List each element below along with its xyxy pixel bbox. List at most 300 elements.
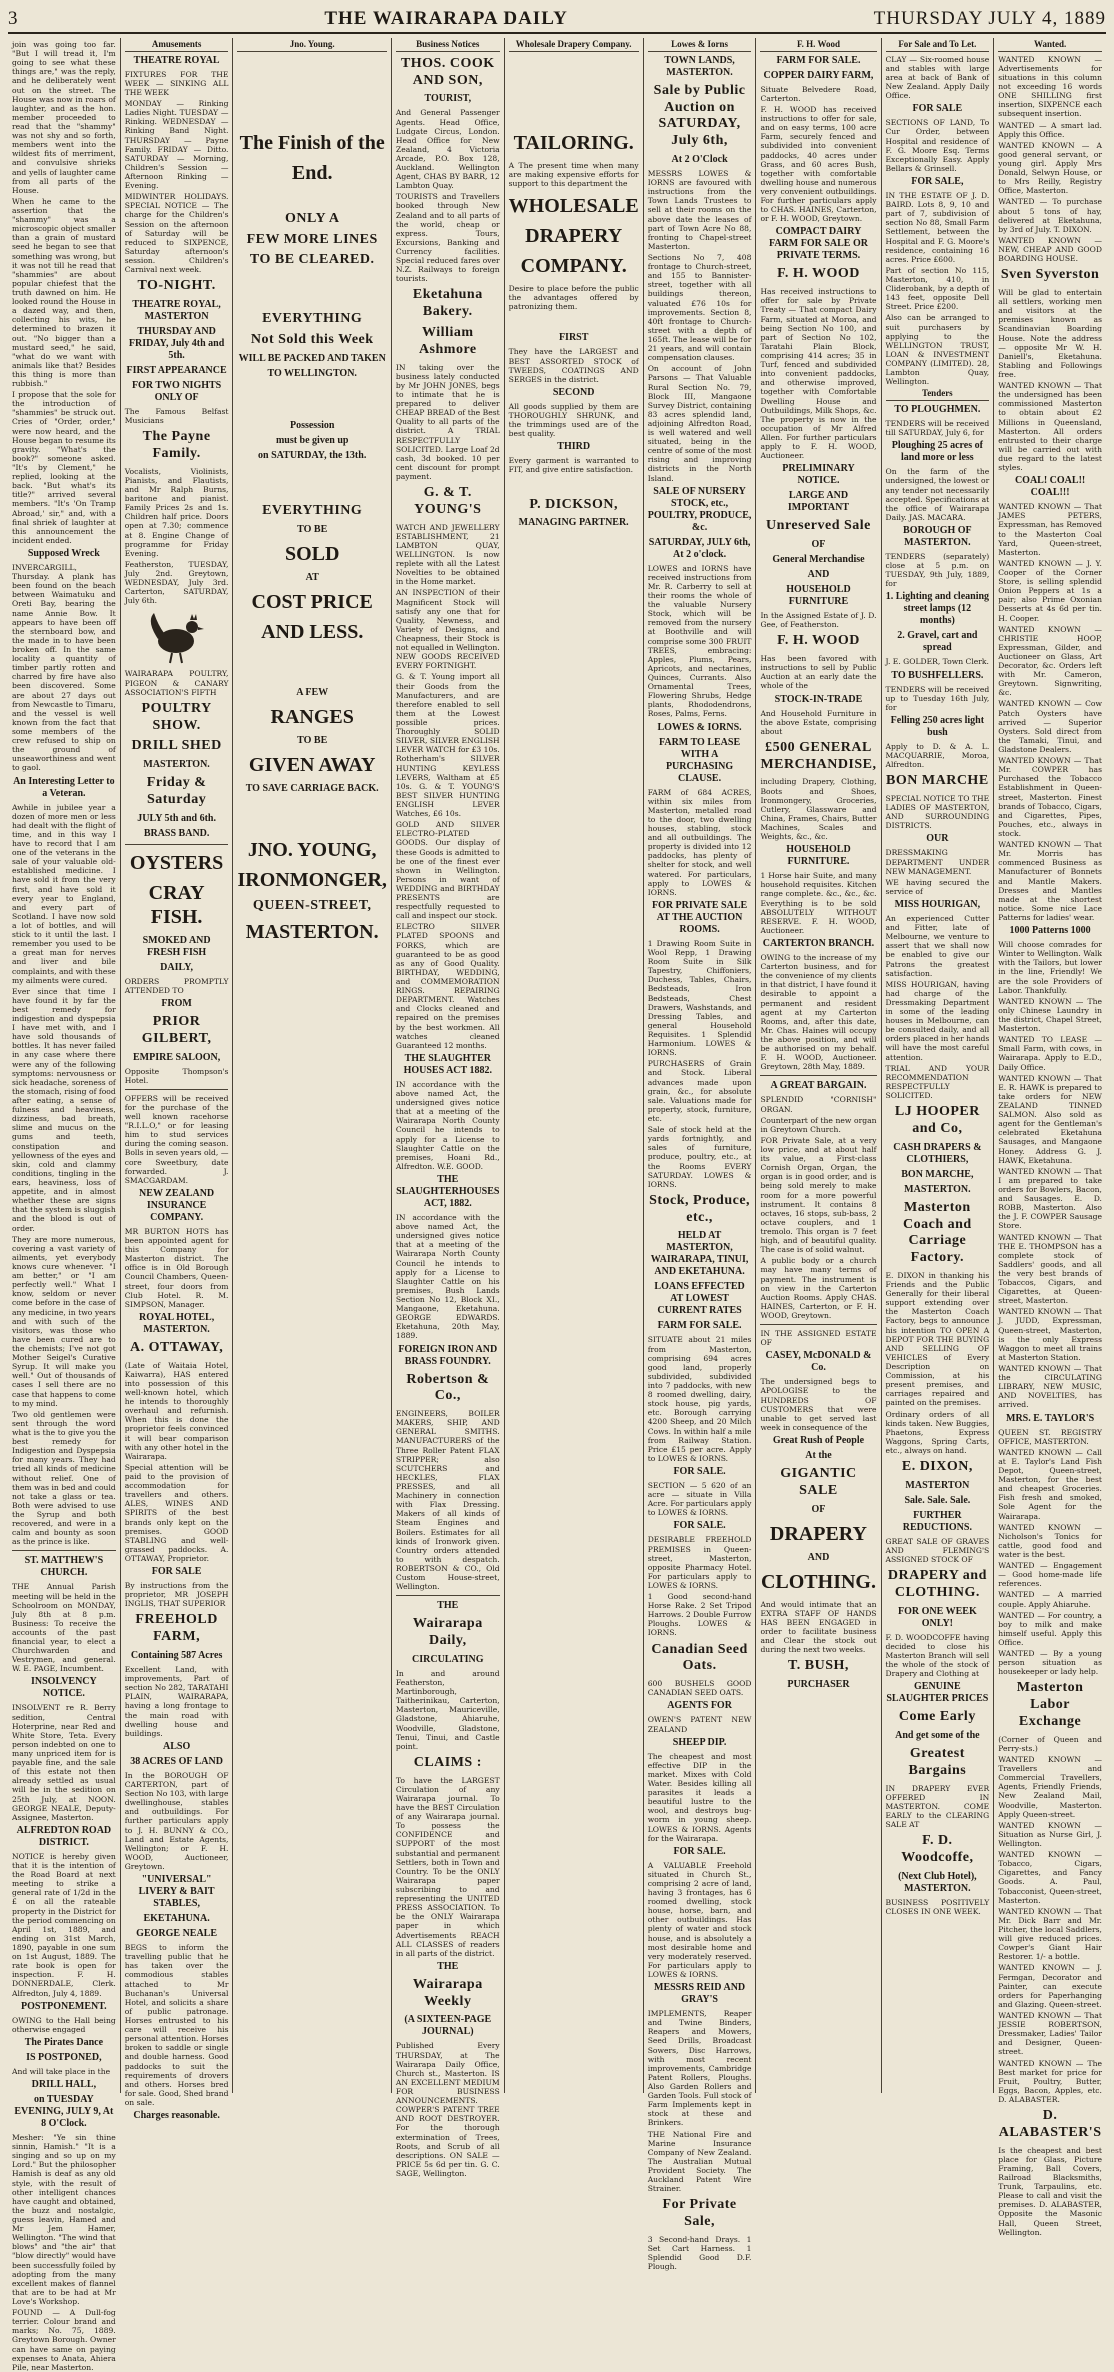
spacer xyxy=(509,313,639,329)
advert-heading: HOUSEHOLD FURNITURE xyxy=(786,584,851,608)
advert-heading: THE xyxy=(437,1960,459,1972)
advert-heading: Wairarapa Weekly xyxy=(412,1976,483,2009)
advert-heading: COMPANY. xyxy=(520,255,627,278)
advert-heading: F. H. WOOD xyxy=(777,633,860,649)
columns-container xyxy=(8,38,1106,2372)
advert-heading: GIGANTIC SALE xyxy=(780,1465,857,1498)
advert-heading: DRILL HALL, xyxy=(31,2078,97,2090)
advert-heading: At 2 O'Clock xyxy=(671,153,728,165)
masthead-bar xyxy=(8,6,1106,34)
advert-heading: DRAPERY and CLOTHING. xyxy=(887,1568,987,1601)
column-1 xyxy=(8,38,121,2372)
column-4 xyxy=(392,38,505,2178)
article-paragraph: OFFERS will be received for the purchase of the well known racehorse "R.I.L.O," or for leasing him to stud services during the coming season. Bolls in seven years old, — core Sweetbury, date forwarded. J. SMACGARDAM. xyxy=(124,1093,229,1185)
advert-heading: DAILY, xyxy=(160,961,194,973)
article-paragraph: WANTED — Engagement — Good home-made life references. xyxy=(998,1561,1102,1589)
advert-heading: MASTERTON. xyxy=(904,1183,971,1195)
article-paragraph: BUSINESS POSITIVELY CLOSES IN ONE WEEK. xyxy=(885,1897,990,1917)
advert-heading: LOANS EFFECTED AT LOWEST CURRENT RATES xyxy=(654,1281,745,1317)
advert-heading: on TUESDAY EVENING, JULY 9, At 8 O'Clock. xyxy=(14,2093,114,2129)
advert-heading: DRAPERY xyxy=(769,1522,867,1545)
advert-heading: TO BE xyxy=(297,523,328,535)
article-paragraph: WANTED KNOWN — Tobacco, Cigars, Cigarettes, and Fancy Goods. A. Paul, Tobacconist, Queen-street, Masterton. xyxy=(998,1850,1102,1905)
article-paragraph: WANTED — A smart lad. Apply this Office. xyxy=(998,120,1102,139)
article-paragraph: IMPLEMENTS, Reaper and Twine Binders, Reapers and Mowers, Seed Drills, Broadcast Sowers, Disc Harrows, with most recent improvements, Cambridge Patent Rollers, Ploughs. Also Garden Rollers and Garden Tools. Full stock of Farm Implements kept in stock at these and Brinkers. xyxy=(647,2009,752,2128)
advert-heading: FREEHOLD FARM, xyxy=(135,1612,218,1645)
advert-heading: Robertson & Co., xyxy=(406,1371,490,1404)
article-paragraph: Has been favored with instructions to sell by Public Auction at an early date the whole of the xyxy=(760,654,877,691)
article-paragraph: WANTED — A married couple. Apply Ahiaruhe. xyxy=(998,1590,1102,1609)
article-paragraph: FOUND — A Dull-fog terrier. Colour brand and marks; No. 75, 1889. Greytown Borough. Owner can have same on paying expenses to Anata, Ahiera Pile, near Masterton. xyxy=(12,2308,116,2372)
article-paragraph: SITUATE about 21 miles from Masterton, comprising 694 acres good land, properly subdivided, subdivided into 7 paddocks, with new 8 roomed dwelling, dairy, stock house, pig yards, etc. Borough carrying 4200 Sheep, and 20 Milch Cows. In within half a mile from Railway Station. Price £15 per acre. Apply to LOWES & IORNS. xyxy=(647,1335,752,1463)
article-paragraph: To have the LARGEST Circulation of any Wairarapa journal. To have the BEST Circulation of any Wairarapa journal. To possess the CONFIDENCE and SUPPORT of the most substantial and permanent Settlers, both in Town and Country. To be the ONLY Wairarapa paper subscribing to and representing the UNITED PRESS ASSOCIATION. To be the ONLY Wairarapa paper in which Advertisements REACH ALL CLASSES of readers in all parts of the district. xyxy=(395,1775,500,1958)
article-paragraph: Mesher: "Ye sin thine sinnin, Hamish." "It is a singing and so up on my Lord." But the philosopher Hamish is deaf as any old style, with the result of other intelligent chances have caught and obtained, the buzz and nostalgic, guess leavin, Hamed and Mr Jem Hamer, Wellington. "The wind that blows" and "the air" that "blow directly" would have been successfully foiled by adopting from the many excellent makes of flannel that are to be had at Mr Love's Workshop. xyxy=(12,2132,116,2306)
advert-heading: The Finish of the xyxy=(239,131,385,154)
advert-heading: THE SLAUGHTER HOUSES ACT 1882. xyxy=(403,1052,493,1076)
article-paragraph: A The present time when many are making expensive efforts for support to this department the xyxy=(508,160,639,189)
advert-heading: EVERYTHING xyxy=(262,502,363,518)
advert-heading: Eketahuna Bakery. xyxy=(412,287,483,320)
article-paragraph: WANTED KNOWN — That I am prepared to take orders for Bowlers, Bacon, and Sausages. E. D. ROBB, Masterton. Also the J. F. COWPER Sausage Store. xyxy=(998,1166,1102,1231)
advert-heading: OF xyxy=(811,1503,826,1515)
article-paragraph: WANTED — For country, a boy to milk and make himself useful. Apply this Office. xyxy=(998,1610,1102,1647)
advert-heading: CARTERTON BRANCH. xyxy=(762,938,875,950)
article-paragraph: THE Annual Parish meeting will be held in the Schoolroom on MONDAY, July 8th at 8 p.m. Business: To receive the accounts of the past financial year, to elect a Churchwarden and Vestrymen, and general. W. E. PAGE, Incumbent. xyxy=(12,1582,116,1674)
article-paragraph: And would intimate that an EXTRA STAFF OF HANDS HAS BEEN ENGAGED in order to facilitate business and Clear the stock out during the next two weeks. xyxy=(760,1599,877,1655)
article-paragraph: In the Assigned Estate of J. D. Gee, of Featherston. xyxy=(760,611,877,630)
article-paragraph: INSOLVENT re R. Berry sedition, Central Hoterprine, near Red and White Store, Teta. Every person indebted on one to many unpriced item for is payable fine, and the sale of this estate not then already settled as usual will be in the sedition on 25th July, at NOON. GEORGE NEALE, Deputy-Assignee, Masterton. xyxy=(12,1703,116,1822)
advert-heading: William Ashmore xyxy=(418,325,477,357)
advert-heading: "UNIVERSAL" LIVERY & BAIT STABLES, xyxy=(138,1874,215,1910)
article-paragraph: The Famous Belfast Musicians xyxy=(124,407,229,426)
article-paragraph: When he came to the assertion that the "shammy" was a microscopic object smaller than a grain of mustard seed he began to see that something was wrong, but it was not till he read that "shammies" are about popular chiefest that the truth dawned on him. He looked round the House in a dazed way, and then, collecting his wits, he determined to brazen it out. "No bigger than a mustard seed," he said, "what do we want with animals like that? Besides this thing is more than rubbish." xyxy=(12,196,116,389)
advert-heading: FOREIGN IRON AND BRASS FOUNDRY. xyxy=(398,1343,498,1367)
advert-heading: OUR xyxy=(926,833,949,845)
article-paragraph: Every garment is warranted to FIT, and give entire satisfaction. xyxy=(508,456,639,475)
article-paragraph: Will choose comrades for Winter to Wellington. Walk with the Tailors, but lower in the line, Friendly! We are the sole Providers of Labor. Thankfully. xyxy=(998,940,1102,995)
advert-heading: The Pirates Dance xyxy=(24,2036,104,2048)
advert-heading: Not Sold this Week xyxy=(250,331,374,347)
advert-heading: Masterton Labor Exchange xyxy=(1016,1680,1084,1730)
advert-heading: CASEY, McDONALD & Co. xyxy=(765,1350,872,1374)
article-paragraph: TRIAL AND YOUR RECOMMENDATION RESPECTFULLY SOLICITED. xyxy=(885,1063,990,1101)
column-5 xyxy=(505,38,644,2093)
article-paragraph: A public body or a church may have many terms of payment. The instrument is on view in the Carterton Auction Rooms. Apply CHAS. HAINES, Carterton, or F. H. WOOD, Greytown. xyxy=(760,1256,877,1320)
advert-heading: BON MARCHE xyxy=(886,773,989,789)
column-7 xyxy=(756,38,881,2093)
article-paragraph: IN accordance with the above named Act, the undersigned gives notice that at a meeting of the Wairarapa North County Council he intends to apply for a License to Slaughter Cattle on his premises, Bush Lands Section No 12, Block XI., Mangaone, Eketahuna. GEORGE EDWARDS. Eketahuna, 20th May, 1889. xyxy=(395,1213,500,1341)
article-paragraph: ELECTRO SILVER PLATED SPOONS and FORKS, which are guaranteed to be as good as any of Good Quality. BIRTHDAY, WEDDING, and COMMEMORATION RINGS. REPAIRING DEPARTMENT. Watches and Clocks cleaned and repaired on the premises by the best workmen. All watches cleaned Guaranteed 12 months. xyxy=(395,922,500,1050)
advert-heading: F. D. Woodcoffe, xyxy=(901,1833,974,1866)
article-paragraph: TENDERS will be received up to Tuesday 16th July, for xyxy=(885,684,990,712)
advert-heading: AND xyxy=(807,569,830,581)
article-paragraph: FARM of 684 ACRES, within six miles from Masterton, metalled road to the door, two dwelling houses, stabling, stock and all outbuildings. The property is divided into 12 paddocks, has plenty of shelter for stock, and well watered. For particulars, apply to LOWES & IORNS. xyxy=(647,787,752,897)
article-paragraph: WANTED KNOWN — That Mr. COWPER has Purchased the Tobacco Establishment in Queen-street, Masterton. Finest brands of Tobacco, Cigars, and Cigarettes, Pipes, Pouches, etc., always in stock. xyxy=(998,756,1102,839)
advert-heading: AND xyxy=(807,1551,830,1563)
article-paragraph: WANTED KNOWN — Cow Patch Oysters have arrived — Superior Oysters. Sold direct from the Tamaki, Tinui, and Gladstone Dealers. xyxy=(998,699,1102,755)
issue-date: THURSDAY JULY 4, 1889 xyxy=(873,8,1106,29)
advert-heading: Canadian Seed Oats. xyxy=(651,1641,748,1674)
advert-heading: Possession xyxy=(289,419,335,431)
advert-heading: P. DICKSON, xyxy=(529,496,618,512)
column-divider-rule xyxy=(760,1075,876,1076)
advert-heading: ROYAL HOTEL, MASTERTON. xyxy=(138,1311,215,1335)
article-paragraph: WANTED KNOWN — That JESSIE ROBERTSON, Dressmaker, Ladies' Tailor and Designer, Queen-street. xyxy=(998,2010,1102,2057)
advert-heading: TO WELLINGTON. xyxy=(267,367,357,379)
advert-heading: FOR PRIVATE SALE AT THE AUCTION ROOMS. xyxy=(651,899,748,935)
article-paragraph: J. E. GOLDER, Town Clerk. xyxy=(885,657,989,667)
advert-heading: GIVEN AWAY xyxy=(248,753,376,776)
article-paragraph: Desire to place before the public the advantages offered by patronizing them. xyxy=(508,284,639,312)
advert-heading: TO SAVE CARRIAGE BACK. xyxy=(245,782,379,794)
article-paragraph: Ordinary orders of all kinds taken. New Buggies, Phaetons, Express Waggons, Spring Carts, etc., always on hand. xyxy=(885,1409,990,1455)
article-paragraph: SECTION — 5 620 of an acre — situate in Villa Acre. For particulars apply to LOWES & IORNS. xyxy=(647,1480,752,1518)
article-paragraph: Has received instructions to offer for sale by Private Treaty — That compact Dairy Farm, situated at Moroa, and being Section No 100, and part of Section No 102, Taratahi Plain Block, comprising 414 acres; 35 in Turf, fenced and subdivided into convenient paddocks, and otherwise improved, together with Comfortable Dwelling House and Outbuildings, Milk Shops, &c. The property is now in the occupation of Mr Alfred Allen. For further particulars apply to F. H. WOOD, Auctioneer. xyxy=(760,287,877,461)
article-paragraph: OWEN'S PATENT NEW ZEALAND xyxy=(647,1715,752,1734)
article-paragraph: Excellent Land, with improvements, Part of section No 282, TARATAHI PLAIN, WAIRARAPA, having a long frontage to the main road with dwelling house and buildings. xyxy=(124,1665,229,1738)
advert-heading: FOR SALE xyxy=(912,103,963,115)
advert-heading: ALFREDTON ROAD DISTRICT. xyxy=(16,1824,112,1848)
advert-heading: FROM xyxy=(161,997,192,1009)
article-paragraph: WANTED KNOWN — That THE E. THOMPSON has a complete stock of Saddlers' goods, and all the very best brands of Tobaccos, Cigars, and Cigarettes, at Queen-street, Masterton. xyxy=(998,1232,1102,1306)
article-paragraph: WANTED KNOWN — Advertisements for situations in this column not exceeding 16 words ONE SHILLING first insertion, SIXPENCE each subsequent insertion. xyxy=(998,54,1102,119)
advert-heading: WILL BE PACKED AND TAKEN xyxy=(238,352,386,364)
advert-heading: EVERYTHING xyxy=(262,311,363,327)
article-paragraph: DRESSMAKING DEPARTMENT UNDER NEW MANAGEMENT. xyxy=(885,848,990,876)
advert-heading: For Private Sale, xyxy=(662,2197,737,2230)
column-heading: Business Notices xyxy=(396,39,500,52)
advert-heading: BON MARCHE, xyxy=(901,1168,974,1180)
page-number: 3 xyxy=(8,8,19,29)
article-paragraph: (Late of Waitaia Hotel, Kaiwarra), HAS entered into possession of this well-known hotel, which he intends to thoroughly overhaul and refurnish. When this is done the proprietor feels convinced it will bear comparison with any other hotel in the Wairarapa. xyxy=(124,1360,229,1461)
advert-heading: TO PLOUGHMEN. xyxy=(894,404,981,416)
article-paragraph: A VALUABLE Freehold situated in Church St., comprising 2 acre of land, having 3 frontages, has 6 roomed dwelling, stock house, horse, barn, and other outbuildings. Has plenty of water and stock house, and is absolutely a most desirable home and very moderately reserved. For particulars apply to LOWES & IORNS. xyxy=(647,1860,752,1980)
advert-heading: FURTHER REDUCTIONS. xyxy=(902,1509,972,1533)
advert-heading: FARM FOR SALE. xyxy=(776,54,861,66)
column-6 xyxy=(644,38,757,2272)
spacer xyxy=(237,55,386,125)
advert-heading: A GREAT BARGAIN. xyxy=(770,1080,867,1092)
article-paragraph: Sections No 7, 408 frontage to Church-street, and 155 to Bannister-street, together with all buildings thereon, valuated £76 10s for improvements. Section 8, 40ft frontage to Church-street with a depth of 165ft. The lease will be for 21 years, and will contain compensation clauses. xyxy=(647,252,752,363)
article-paragraph: WANTED KNOWN — That J. JUDD, Expressman, Queen-street, Masterton, is the only Express Waggon to meet all trains at Masterton Station. xyxy=(998,1307,1102,1362)
advert-heading: SALE OF NURSERY STOCK, etc., POULTRY, PRODUCE, &c. xyxy=(647,485,752,533)
advert-heading: Greatest Bargains xyxy=(908,1746,967,1778)
advert-heading: FIRST APPEARANCE xyxy=(126,365,227,376)
article-paragraph: WANTED KNOWN — Call at E. Taylor's Land Fish Depot, Queen-street, Masterton, for the best and cheapest Groceries. Fish fresh and smoked, Sole Agent for the Wairarapa. xyxy=(998,1447,1102,1521)
article-paragraph: F. D. WOODCOFFE having decided to close his Masterton Branch will sell the whole of the stock of Drapery and Clothing at xyxy=(885,1632,990,1679)
advert-heading: MASTERTON. xyxy=(245,921,379,944)
column-heading: Wanted. xyxy=(998,39,1102,52)
article-paragraph: TENDERS (separately) close at 5 p.m. on TUESDAY, 9th July, 1889, for xyxy=(885,551,990,589)
advert-heading: MASTERTON xyxy=(905,1479,970,1491)
article-paragraph: AN INSPECTION of their Magnificent Stock will satisfy any one that for Quality, Newness, and Variety of Designs, and Cheapness, their Stock is not equalled in Wellington. NEW GOODS RECEIVED EVERY FORTNIGHT. xyxy=(395,588,500,671)
advert-heading: SOLD xyxy=(284,542,340,565)
column-9 xyxy=(994,38,1106,2237)
article-paragraph: including Drapery, Clothing, Boots and Shoes, Ironmongery, Groceries, Cutlery, Glassware and China, Frames, Chairs, Butter Machines, Scales and Weights, &c., &c. xyxy=(760,777,877,842)
article-paragraph: WANTED TO LEASE — Small Farm, with cows, in Wairarapa. Apply to E.D., Daily Office. xyxy=(998,1035,1102,1072)
advert-heading: FOR SALE. xyxy=(673,1520,726,1532)
advert-heading: JNO. YOUNG, xyxy=(247,838,377,861)
advert-heading: BRASS BAND. xyxy=(143,827,210,839)
advert-heading: FOR ONE WEEK ONLY! xyxy=(898,1605,977,1629)
article-paragraph: G. & T. Young import all their Goods from the Manufacturers, and are therefore enabled to sell them at the Lowest possible prices. Thoroughly SOLID SILVER, SILVER ENGLISH LEVER WATCH for £3 10s. Rotherham's SILVER HUNTING KEYLESS LEVERS, Waltham at £5 10s. G. & T. YOUNG'S BEST SILVER HUNTING ENGLISH LEVER Watches, £6 10s. xyxy=(395,672,500,819)
advert-heading: At the xyxy=(805,1449,832,1461)
advert-heading: MANAGING PARTNER. xyxy=(518,517,629,529)
spacer xyxy=(237,798,386,832)
advert-heading: Stock, Produce, etc., xyxy=(649,1192,751,1225)
article-paragraph: Also can be arranged to suit purchasers by applying to the WELLINGTON TRUST, LOAN & INVESTMENT COMPANY (LIMITED). 28, Lambton Quay, Wellington. xyxy=(885,313,990,387)
advert-heading: ST. MATTHEW'S CHURCH. xyxy=(24,1555,104,1579)
article-paragraph: TOURISTS and Travellers booked through New Zealand and to all parts of the world, cheap or express. Tours, Excursions, Banking and Currency facilities. Special reduced fares over N.Z. Railways to foreign tourists. xyxy=(395,192,500,284)
article-paragraph: Sale of stock held at the yards fortnightly, and sales of furniture, produce, poultry, etc., at the Rooms EVERY SATURDAY. LOWES & IORNS. xyxy=(647,1125,752,1189)
article-paragraph: And will take place in the xyxy=(12,2066,111,2076)
advert-heading: CIRCULATING xyxy=(412,1653,484,1665)
advert-heading: FEW MORE LINES xyxy=(246,231,378,247)
article-paragraph: Apply to D. & A. L. MACQUARRIE, Moroa, Alfredton. xyxy=(885,741,990,770)
masthead-title: THE WAIRARAPA DAILY xyxy=(324,8,568,29)
article-paragraph: WANTED KNOWN — CHRISTIE HOOP, Expressman, Gilder, and Auctioneer on Glass, Art Decorator, &c. Orders left with Mr. Cameron, Greytown. Signwriting, &c. xyxy=(998,624,1102,698)
article-paragraph: (Corner of Queen and Perry-sts.) xyxy=(998,1734,1102,1753)
article-paragraph: TENDERS will be received till SATURDAY, July 6, for xyxy=(885,419,990,438)
article-paragraph: WANTED KNOWN — That E. R. HAWK is prepared to take orders for NEW ZEALAND TINNED SALMON. Also sold as agent for the Gentleman's celebrated Eketahuna Sausages, and Mangaone Honey. Address G. J. HAWK, Eketahuna. xyxy=(998,1073,1102,1165)
column-heading: Tenders xyxy=(886,388,990,401)
article-paragraph: By instructions from the proprietor, MR JOSEPH INGLIS, THAT SUPERIOR xyxy=(124,1581,229,1609)
article-paragraph: IN taking over the business lately conducted by Mr JOHN JONES, begs to intimate that he is prepared to deliver CHEAP BREAD of the Best Quality to all parts of the district. A TRIAL RESPECTFULLY SOLICITED. Large Loaf 2d cash, 3d booked. 10 per cent discount for prompt payment. xyxy=(395,362,500,481)
article-paragraph: MR BURTON HOTS has been appointed agent for this Company for Masterton district. The office is in Old Borough Council Chambers, Queen-street, four doors from Club Hotel. R. M. SIMPSON, Manager. xyxy=(124,1226,229,1309)
column-divider-rule xyxy=(760,1324,876,1325)
advert-heading: TO-NIGHT. xyxy=(137,278,216,294)
article-paragraph: WANTED KNOWN — J. Fermgan, Decorator and Painter, can execute orders for Paperhanging and Glazing. Queen-street. xyxy=(998,1963,1102,2009)
spacer xyxy=(237,383,386,417)
advert-heading: THOS. COOK AND SON, xyxy=(400,55,495,88)
article-paragraph: WANTED KNOWN — NEW, CHEAP AND GOOD BOARDING HOUSE. xyxy=(998,235,1102,264)
article-paragraph: WANTED KNOWN — Situation as Nurse Girl, J. Wellington. xyxy=(998,1820,1102,1849)
spacer xyxy=(237,273,386,307)
article-paragraph: Awhile in jubilee year a dozen of more men or less had dealt with the flight of time, and in this way I have to record that I am one of the veterans in the sale of your valuable old-established medicine. I have sold it from the very first, and have sold it every year to England, and every part of Scotland. I have now sold a lot of bottles, and will stick to it until the last. I remember you used to be a great man for nerves and liver and bile complaints, and with these my ailments were cured. xyxy=(12,802,116,985)
article-paragraph: ENGINEERS, BOILER MAKERS, SHIP, AND GENERAL SMITHS. MANUFACTURERS of the Three Roller Patent FLAX STRIPPER; also SCUTCHERS and HECKLES, FLAX PRESSES, and all Machinery in connection with Flax Dressing. Makers of all kinds of Steam Engines and Boilers. Estimates for all kinds of Ironwork given. Country orders attended to with despatch. ROBERTSON & CO., Old Custom House-street, Wellington. xyxy=(395,1409,500,1592)
advert-heading: TAILORING. xyxy=(513,131,634,154)
advert-heading: FOR SALE. xyxy=(673,1845,726,1857)
article-paragraph: Vocalists, Violinists, Pianists, and Flautists, and Mr Ralph Burns, baritone and pianist. Family Prices 2s and 1s. Children half price. Doors open at 7.30; commence at 8. Engine Change of programme for Friday Evening. xyxy=(124,466,229,558)
article-paragraph: They are more numerous, covering a vast variety of ailments, yet everybody knows cure whenever. "I am better," or "I am perfectly well." What I know, seldom or never come before in the case of any medicine, in two years and with such of the visitors, was those who have been cured are to the chemists; I've not got Mother Seigel's Curative Syrup. It will make you well." Out of thousands of cases I sell there are no case that happens to come to my mind. xyxy=(12,1234,116,1408)
advert-heading: Great Rush of People xyxy=(772,1434,865,1446)
article-paragraph: Opposite Thompson's Hotel. xyxy=(124,1066,229,1085)
article-paragraph: The cheapest and most effective DIP in the market. Mixes with Cold Water. Besides killing all parasites it leads a beautiful lustre to the wool, and destroys bug-worm in young sheep. LOWES & IORNS. Agents for the Wairarapa. xyxy=(647,1751,752,1843)
advert-heading: STOCK-IN-TRADE xyxy=(774,693,863,705)
advert-heading: FIRST xyxy=(558,332,589,344)
article-paragraph: IN THE ESTATE OF J. D. BAIRD. Lots 8, 9, 10 and part of 7, subdivision of section No 88, Small Farm Settlement, between the Hospital and F. G. Moore's residence, containing 16 acres. Price £600. xyxy=(885,191,990,264)
advert-heading: ALSO xyxy=(162,1740,191,1752)
article-paragraph: On the farm of the undersigned, the lowest or any tender not necessarily accepted. Specifications at the office of Wairarapa Daily. JAS. MACARA. xyxy=(885,467,990,522)
article-paragraph: FIXTURES FOR THE WEEK — SINKING ALL THE WEEK xyxy=(124,69,229,98)
column-heading: Lowes & Iorns xyxy=(648,39,752,52)
article-paragraph: In the BOROUGH OF CARTERTON, part of Section No 103, with large dwellinghouse, stables and outbuildings. For further particulars apply to J. H. BUNNY & CO., Land and Estate Agents, Wellington; or F. H. WOOD, Auctioneer, Greytown. xyxy=(124,1770,229,1871)
article-paragraph: WAIRARAPA POULTRY, PIGEON & CANARY ASSOCIATION'S FIFTH xyxy=(124,669,229,697)
advert-heading: Sven Syverston xyxy=(1000,267,1100,283)
advert-heading: BOROUGH OF MASTERTON. xyxy=(903,524,972,548)
advert-heading: IRONMONGER, xyxy=(237,868,387,891)
advert-heading: 38 ACRES OF LAND xyxy=(130,1755,223,1767)
advert-heading: EKETAHUNA. xyxy=(143,1913,210,1925)
article-paragraph: MESSRS LOWES & IORNS are favoured with instructions from the Town Lands Trustees to sell at their rooms on the above date the leases of part of Town Acre No 88, fronting to Chapel-street Masterton. xyxy=(647,168,752,251)
article-paragraph: IN accordance with the above named Act, the undersigned gives notice that at a meeting of the Wairarapa North County Council he intends to apply for a License to Slaughter Cattle on the premises, Hoani Rd., Alfredton. W.E. GOOD. xyxy=(395,1079,500,1171)
advert-heading: LJ HOOPER and Co, xyxy=(894,1104,980,1136)
advert-heading: CRAY FISH. xyxy=(148,881,205,928)
article-paragraph: MIDWINTER HOLIDAYS. SPECIAL NOTICE — The charge for the Children's Session on the afternoon of Saturday will be reduced to SIXPENCE, Saturday afternoon's session. Children's Carnival next week. xyxy=(124,192,229,275)
article-paragraph: WE having secured the service of xyxy=(885,877,990,896)
article-paragraph: Part of section No 115, Masterton, 410, in Cliderobank, by a depth of 143 feet, opposite Dell Street. Price £200. xyxy=(885,265,990,312)
article-paragraph: NOTICE is hereby given that it is the intention of the Road Board at next meeting to strike a general rate of 1/2d in the £ on all the rateable property in the District for the period commencing on April 1st, 1889, and ending on 31st March, 1890, payable in one sum on 1st August, 1889. The rate book is open for inspection. F. H. DONNERDALE, Clerk. Alfredton, July 4, 1889. xyxy=(12,1851,116,1998)
advert-heading: OYSTERS xyxy=(129,851,224,874)
advert-heading: TOURIST, xyxy=(424,93,472,105)
rooster-illustration-icon xyxy=(125,609,229,665)
advert-heading: GENUINE SLAUGHTER PRICES xyxy=(886,1681,989,1705)
article-paragraph: BEGS to inform the travelling public that he has taken over the commodious stables attached to Mr Buchanan's Universal Hotel, and solicits a share of public patronage. Horses entrusted to his care will receive his personal attention. Horses broken to saddle or single and double harness. Good paddocks to suit the requirements of drovers and others. Horses bred for sale. Good, Shed brand on sale. xyxy=(124,1943,229,2107)
article-paragraph: 1 Drawing Room Suite in Wool Repp, 1 Drawing Room Suite in Silk Tapestry, Chiffoniers, Duchess, Tables, Chairs, Bedsteads, Iron Bedsteads, Chest Drawers, Washstands, and Dressing Tables, and general Household Requisites. 1 Splendid Harmonium. LOWES & IORNS. xyxy=(647,938,752,1058)
article-paragraph: SECTIONS OF LAND, To Cur Order, between Hospital and residence of F. G. Moore Esq. Terms Exceptionally Easy. Apply Bellars & Grinsell. xyxy=(885,118,990,173)
advert-heading: CASH DRAPERS & CLOTHIERS, xyxy=(893,1141,982,1165)
advert-heading: IS POSTPONED, xyxy=(26,2051,102,2063)
advert-heading: MISS HOURIGAN, xyxy=(894,898,981,910)
article-paragraph: LOWES and IORNS have received instructions from Mr. R. Carberry to sell at their rooms the whole of the valuable Nursery Stock, which will be removed from the nursery at Boothville and will comprise some 300 FRUIT TREES, embracing: Apples, Plums, Pears, Apricots, and nectarines, Quinces, Currants. Also Ornamental Trees, Flowering Shrubs, Hedge plants, Rhododendrons, Roses, Palms, Ferns. xyxy=(647,563,752,719)
column-heading: For Sale and To Let. xyxy=(886,39,990,52)
advert-heading: FOR SALE. xyxy=(673,1465,726,1477)
article-paragraph: INVERCARGILL, Thursday. A plank has been found on the beach between Waimatuku and Oreti Bay, bearing the name Annie Bow. It appears to have been off the sternboard bow, and the made in to have been broken off. In the same locality a quantity of timber partly rotten and charred by fire have also been discovered. Some are about 27 days out from Newcastle to Timaru, and the vessel is well known from the fact that some members of the crew refused to ship on the ground of unseaworthiness and went to gaol. xyxy=(12,563,116,773)
article-paragraph: WANTED — By a young person situation as housekeeper or lady help. xyxy=(998,1649,1102,1677)
advert-heading: on SATURDAY, the 13th. xyxy=(258,449,367,461)
article-paragraph: WANTED KNOWN — That JAMES PETERS, Expressman, has Removed to the Masterton Coal Yard, Queen-street, Masterton. xyxy=(998,502,1102,557)
advert-heading: FARM TO LEASE WITH A PURCHASING CLAUSE. xyxy=(659,736,741,784)
article-paragraph: SPLENDID "CORNISH" ORGAN. xyxy=(760,1095,877,1114)
advert-heading: A. OTTAWAY, xyxy=(129,1339,224,1355)
column-divider-rule xyxy=(125,844,229,845)
advert-heading: PRIOR GILBERT, xyxy=(141,1013,212,1046)
column-2 xyxy=(121,38,234,2122)
article-paragraph: WANTED KNOWN — That Mr. Morris has commenced Business as Manufacturer of Bonnets and Mantle Makers. Dresses and Mantles made at the shortest notice. Some nice Lace Patterns for ladies' wear. xyxy=(998,840,1102,922)
article-paragraph: They have the LARGEST and BEST ASSORTED STOCK of TWEEDS, COATINGS AND SERGES in the district. xyxy=(508,347,639,384)
article-paragraph: MISS HOURIGAN, having had charge of the Dressmaking Department in some of the leading houses in Melbourne, can be consulted daily, and all orders placed in her hands will have the most careful attention. xyxy=(885,979,990,1062)
spacer xyxy=(509,55,639,125)
advert-heading: AGENTS FOR xyxy=(667,1700,732,1712)
advert-heading: SMOKED AND FRESH FISH xyxy=(142,934,211,958)
article-paragraph: And Household Furniture in the above Estate, comprising about xyxy=(760,708,877,736)
advert-heading: An Interesting Letter to a Veteran. xyxy=(13,775,115,799)
column-heading: Jno. Young. xyxy=(237,39,386,52)
article-paragraph: 600 BUSHELS GOOD CANADIAN SEED OATS. xyxy=(647,1679,752,1698)
advert-heading: Wairarapa Daily, xyxy=(412,1616,483,1649)
article-paragraph: QUEEN ST. REGISTRY OFFICE, MASTERTON. xyxy=(998,1427,1102,1446)
advert-heading: HOUSEHOLD FURNITURE. xyxy=(786,844,851,868)
article-paragraph: WANTED KNOWN — A good general servant, or young girl. Apply Mrs Donald, Selwyn House, or to Mrs Reilly, Registry Office, Masterton. xyxy=(998,140,1102,196)
advert-heading: FOR TWO NIGHTS ONLY OF xyxy=(131,380,222,403)
article-paragraph: 1 Horse hair Suite, and many household requisites. Kitchen range complete. &c., &c., &c. Everything is to be sold ABSOLUTELY WITHOUT RESERVE. F. H. WOOD, Auctioneer. xyxy=(760,871,877,935)
advert-heading: (Next Club Hotel), MASTERTON. xyxy=(898,1870,977,1894)
article-paragraph: Special attention will be paid to the provision of accommodation for travellers and others. ALES, WINES AND SPIRITS of the best brands only kept on the premises. GOOD STABLING and well-grassed paddocks. A. OTTAWAY, Proprietor. xyxy=(124,1462,229,1563)
advert-heading: Sale. Sale. Sale. xyxy=(904,1494,971,1506)
article-paragraph: OWING to the increase of my Carterton business, and for the convenience of my clients in that district, I have found it desirable to appoint a permanent and resident agent at my Carterton Rooms, and, after this date, Mr. Chas. Haines will occupy the above position, and will be authorised on my behalf. F. H. WOOD, Auctioneer. Greytown, 28th May, 1889. xyxy=(760,953,877,1072)
advert-heading: TO BE CLEARED. xyxy=(249,252,375,268)
article-paragraph: Will be glad to entertain all settlers, working men and visitors at the premises known as Scandinavian Boarding House. Note the address — opposite Mr W. H. Daniell's, Eketahuna. Stabling and Followings free. xyxy=(998,288,1102,379)
advert-heading: JULY 5th and 6th. xyxy=(137,812,216,824)
article-paragraph: All goods supplied by them are THOROUGHLY SHRUNK, and the trimmings used are of the best quality. xyxy=(508,401,639,439)
article-paragraph: WANTED KNOWN — That the CIRCULATING LIBRARY, NEW MUSIC, AND NOVELTIES, has arrived. xyxy=(998,1364,1102,1410)
advert-heading: MASTERTON. xyxy=(143,759,210,771)
advert-heading: OF xyxy=(811,539,826,551)
advert-heading: And get some of the xyxy=(895,1730,980,1742)
advert-heading: 1. Lighting and cleaning street lamps (12 months) xyxy=(885,591,990,627)
article-paragraph: FOR Private Sale, at a very low price, and at about half its value, a First-class Cornish Organ, Organ, the organ is in good order, and is being sold merely to make room for a more powerful instrument. It contains 8 octaves, 16 stops, sub-bass, 2 octave couplers, and 1 tremolo. This organ is 7 feet high, and of beautiful quality. The case is of solid walnut. xyxy=(760,1135,877,1255)
article-paragraph: Situate Belvedere Road, Carterton. xyxy=(760,84,877,103)
article-paragraph: SPECIAL NOTICE TO THE LADIES OF MASTERTON, AND SURROUNDING DISTRICTS. xyxy=(885,793,990,831)
advert-heading: AT xyxy=(305,571,319,583)
article-paragraph: GOLD AND SILVER ELECTRO-PLATED GOODS. Our display of these Goods is admitted to be one of the finest ever shown in Wellington. Persons in want of WEDDING and BIRTHDAY PRESENTS are respectfully requested to call and inspect our stock. xyxy=(395,820,500,921)
advert-heading: End. xyxy=(291,161,333,184)
article-paragraph: On account of John Parsons — That Valuable Rural Section No. 79, Block III, Mangaone Survey District, containing 83 acres splendid land, adjoining Alfredton Road, is well watered and well situated, being in the centre of some of the most rising and improving districts in the North Island. xyxy=(647,364,752,483)
article-paragraph: THE National Fire and Marine Insurance Company of New Zealand. The Australian Mutual Provident Society. The Auckland Patent Wire Strainer. xyxy=(647,2129,752,2194)
advert-heading: EMPIRE SALOON, xyxy=(132,1051,221,1063)
article-paragraph: 3 Second-hand Drays. 1 Set Cart Harness. 1 Splendid Good D.F. Plough. xyxy=(647,2234,752,2272)
advert-heading: ONLY A xyxy=(284,210,340,226)
advert-heading: FOR SALE, xyxy=(911,176,964,187)
advert-heading: THE xyxy=(437,1600,459,1612)
advert-heading: HELD AT MASTERTON, WAIRARAPA, TINUI, AND EKETAHUNA. xyxy=(650,1230,749,1278)
advert-heading: QUEEN-STREET, xyxy=(252,897,372,913)
advert-heading: F. H. WOOD xyxy=(777,266,860,282)
article-paragraph: Two old gentlemen were sent through the word what is the to give you the best remedy for Indigestion and Dyspepsia for many years. They had tried all kinds of medicine without relief. One of them was in bed and could not take a glass or tea. Both were advised to use the Syrup and both recovered, and were in a calm and bounty as soon as the prince is like. xyxy=(12,1409,116,1547)
advert-heading: INSOLVENCY NOTICE. xyxy=(30,1676,97,1700)
advert-heading: LARGE AND IMPORTANT xyxy=(787,490,850,514)
advert-heading: RANGES xyxy=(270,705,354,728)
article-paragraph: In and around Featherston, Martinborough, Taitherinikau, Carterton, Masterton, Mauriceville, Gladstone, Ahiaruhe, Woodville, Gladstone, Tenui, Tinui, and Castle point. xyxy=(395,1668,500,1751)
article-paragraph: join was going too far. "But I will tread it, I'm going to see what these things are," was the reply, and he deliberately went out on the street. The House was now in roars of laughter, and as the hon. member proceeded to read that the "shammy" was not shy and so forth, members went into the wildest fits of merriment, and convulsive shrieks and yells of laughter came from all parts of the House. xyxy=(12,40,116,195)
advert-heading: COMPACT DAIRY FARM FOR SALE OR PRIVATE TERMS. xyxy=(768,226,868,262)
advert-heading: 2. Gravel, cart and spread xyxy=(897,630,978,654)
advert-heading: (A SIXTEEN-PAGE JOURNAL) xyxy=(404,2014,492,2038)
article-paragraph: Ever since that time I have found it by far the best remedy for indigestion and dyspepsia I have met with, and I have sold thousands of bottles. It has never failed in any case where there were any of the following symptoms: nervousness or sick headache, soreness of the stomach, rising of food after eating, a sense of fulness and heaviness, dizziness, bad breath, slime and mucus on the gums and teeth, constipation and yellowness of the eyes and skin, cold and clammy conditions, tingling in the ears, heaviness, loss of appetite, and in almost whether these are signs that the system is sluggish and the blood is out of order. xyxy=(12,986,116,1233)
article-paragraph: E. DIXON in thanking his Friends and the Public Generally for their liberal support extending over the Masterton Coach Factory, begs to announce his intention TO OPEN A DEPOT FOR THE BUYING AND SELLING OF VEHICLES of Every Description on Commission, at his present premises, and carriages repaired and painted on the premises. xyxy=(885,1270,990,1408)
article-paragraph: Featherston, TUESDAY, July 2nd. Greytown, WEDNESDAY, July 3rd. Carterton, SATURDAY, July 6th. xyxy=(124,559,229,606)
advert-heading: TOWN LANDS, MASTERTON. xyxy=(664,54,735,78)
advert-heading: Sale by Public Auction on SATURDAY, July 6th, xyxy=(653,82,746,149)
advert-heading: POULTRY SHOW. xyxy=(141,700,212,733)
advert-heading: THEATRE ROYAL, MASTERTON xyxy=(132,299,221,322)
column-3 xyxy=(233,38,391,2093)
advert-heading: TO BUSHFELLERS. xyxy=(891,669,984,681)
article-paragraph: An experienced Cutter and Fitter, late of Melbourne, we venture to assert that we shall now be enabled to give our Patrons the greatest satisfaction. xyxy=(885,913,990,978)
advert-heading: D. ALABASTER'S xyxy=(998,2108,1102,2140)
advert-heading: The Payne Family. xyxy=(142,429,211,462)
article-paragraph: The undersigned begs to APOLOGISE to the HUNDREDS OF CUSTOMERS that were unable to get served last week in consequence of the xyxy=(760,1377,877,1432)
column-heading: F. H. Wood xyxy=(760,39,876,52)
article-paragraph: WANTED KNOWN — Nicholson's Tonics for cattle, good food and water is the best. xyxy=(998,1522,1102,1559)
advert-heading: COAL! COAL!! COAL!!! xyxy=(1014,475,1086,499)
advert-heading: AND LESS. xyxy=(261,620,364,643)
column-divider-rule xyxy=(125,1089,229,1090)
advert-heading: THE SLAUGHTERHOUSES ACT, 1882. xyxy=(396,1174,500,1209)
column-heading: Amusements xyxy=(125,39,229,52)
article-paragraph: MONDAY — Rinking Ladies Night. TUESDAY — Rinking. WEDNESDAY — Rinking Band Night. THURSDAY — Payne Family. FRIDAY — Ditto. SATURDAY — Morning, Children's Session — Afternoon Rinking — Evening. xyxy=(124,99,229,191)
advert-heading: 1000 Patterns 1000 xyxy=(1009,925,1091,937)
article-paragraph: 1 Good second-hand Horse Rake. 2 Set Tripod Harrows. 2 Double Furrow Ploughs. LOWES & IORNS. xyxy=(647,1592,752,1638)
advert-heading: LOWES & IORNS. xyxy=(657,721,742,733)
advert-heading: CLOTHING. xyxy=(760,1570,876,1593)
advert-heading: COST PRICE xyxy=(251,590,373,613)
advert-heading: THEATRE ROYAL xyxy=(133,54,220,66)
advert-heading: TO BE xyxy=(297,734,328,746)
advert-heading: SHEEP DIP. xyxy=(672,1736,727,1748)
advert-heading: THURSDAY AND FRIDAY, July 4th and 5th. xyxy=(128,326,225,361)
column-heading: Wholesale Drapery Company. xyxy=(509,39,639,52)
